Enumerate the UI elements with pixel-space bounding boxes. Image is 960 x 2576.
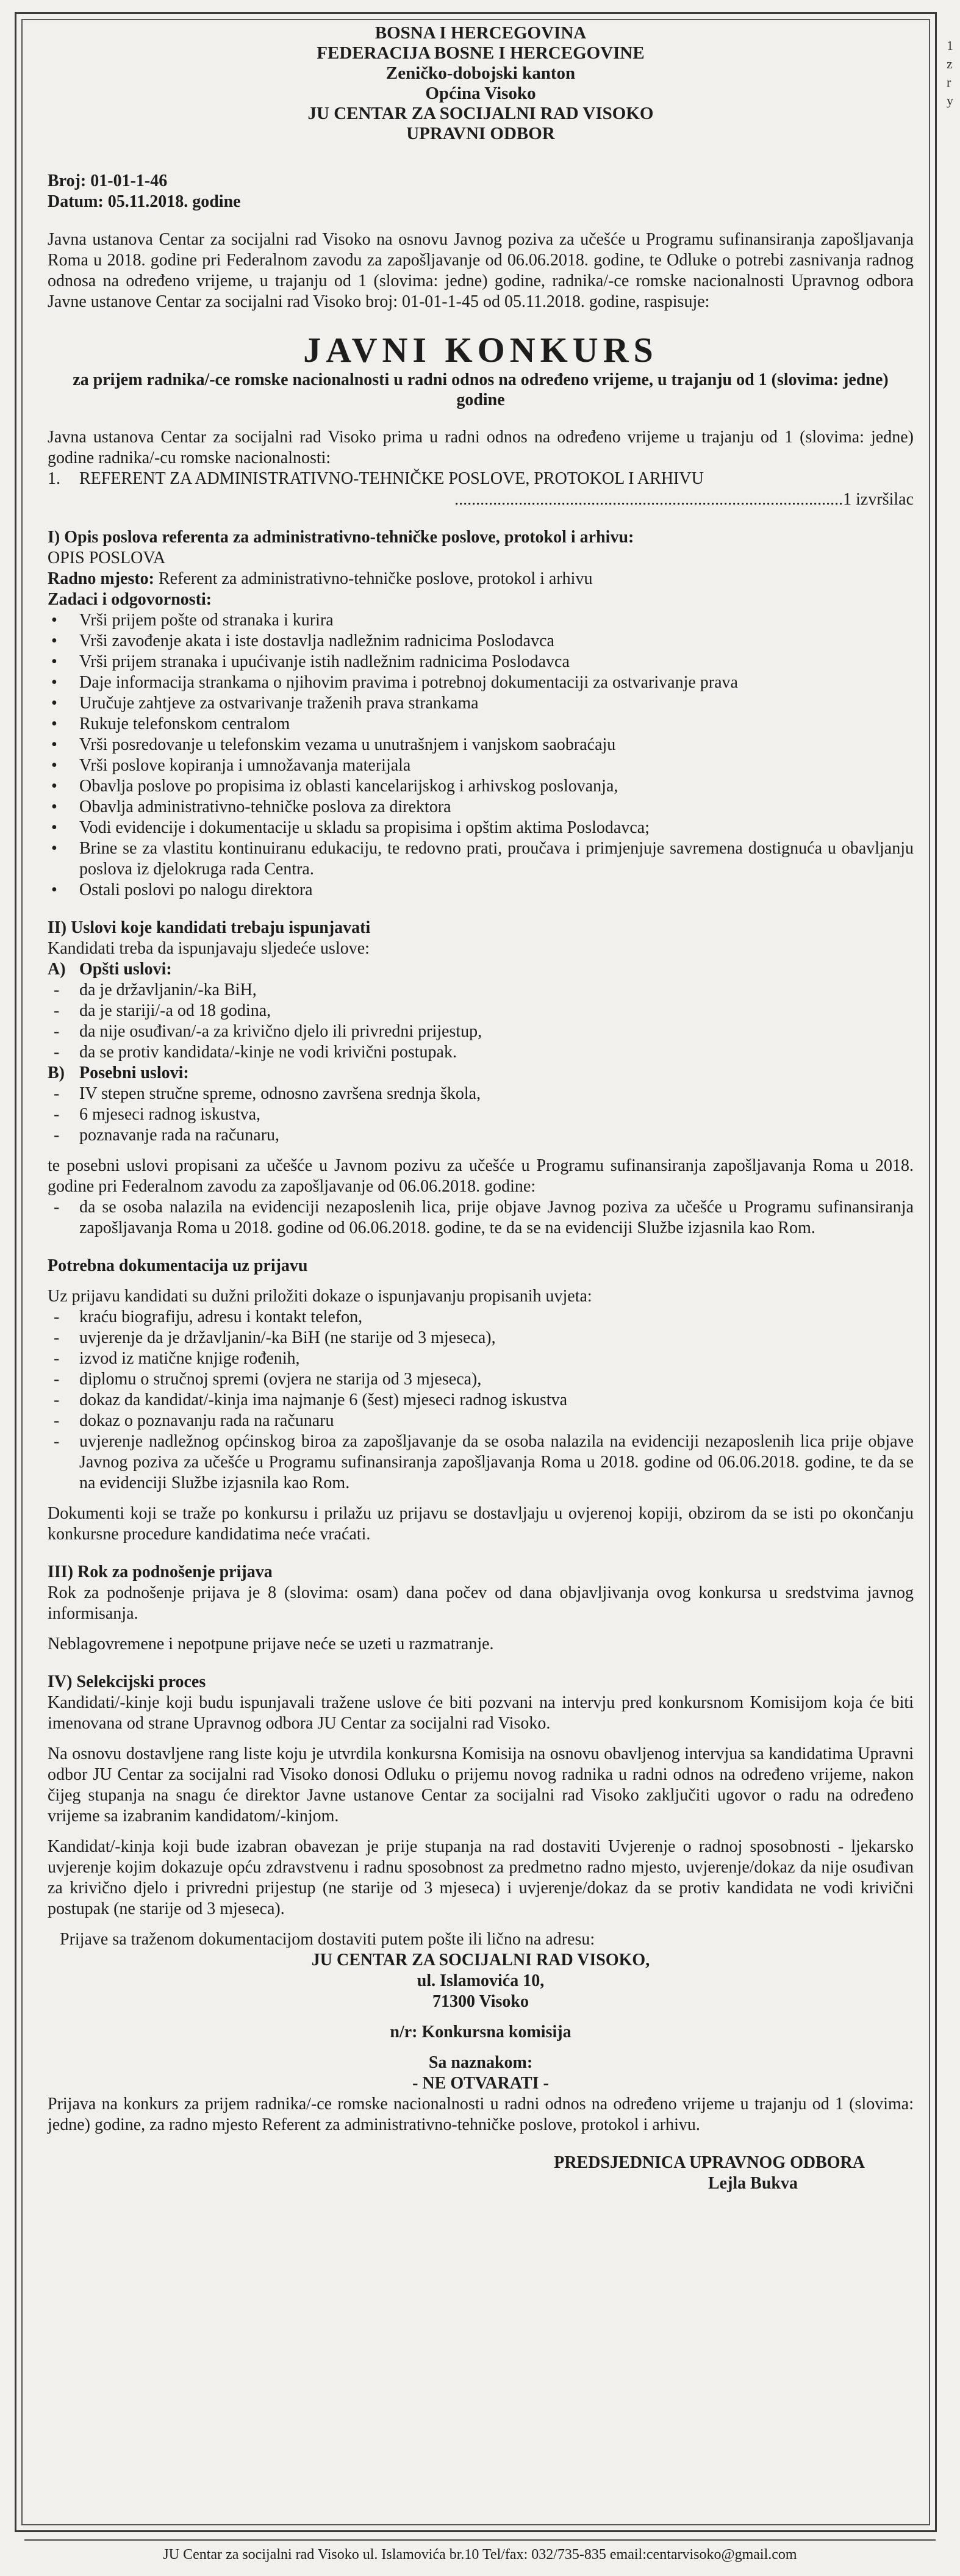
duties-label: Zadaci i odgovornosti: bbox=[48, 590, 212, 609]
list-item: • Vrši poslove kopiranja i umnožavanja materijala bbox=[48, 755, 914, 776]
position-row bbox=[48, 469, 914, 489]
side-letter: z bbox=[947, 56, 953, 71]
special-conditions-heading bbox=[48, 1063, 914, 1084]
program-conditions-note: te posebni uslovi propisani za učešće u Javnom pozivu za učešće u Programu sufinansiranja zapošljavanja Roma u 2018. godine pri Federalnom zavodu za zapošljavanje od 06.06.2018. godine: bbox=[48, 1156, 914, 1196]
deadline-text: Rok za podnošenje prijava je 8 (slovima: osam) dana počev od dana objavljivanja ovog konkursa u sredstvima javnog informisanja. bbox=[48, 1583, 914, 1623]
address-marking-label: Sa naznakom: bbox=[428, 2053, 533, 2072]
list-item: • Vodi evidencije i dokumentacije u skladu sa propisima i opštim aktima Poslodavca; bbox=[48, 818, 914, 838]
list-item: • Daje informacija strankama o njihovim pravima i potrebnoj dokumentaciji za ostvarivanje prava bbox=[48, 672, 914, 693]
reference-number: Broj: 01-01-1-46 bbox=[48, 171, 168, 190]
list-item: - uvjerenje nadležnog općinskog biroa za zapošljavanje da se osoba nalazila na evidenciji nezaposlenih lica prije objave Javnog poziva za učešće u Programu sufinansiranja zapošljavanja Roma u 2018. godine od 06.06.2018. godine, te da se na evidenciji Službe izjasnila kao Rom. bbox=[48, 1431, 914, 1494]
notice-title: JAVNI KONKURS bbox=[303, 330, 658, 370]
general-conditions-title: Opšti uslovi: bbox=[79, 960, 172, 979]
documents-list bbox=[48, 1307, 914, 1494]
duties-list bbox=[48, 610, 914, 901]
address-attention: n/r: Konkursna komisija bbox=[390, 2023, 571, 2042]
list-item: - dokaz da kandidat/-kinja ima najmanje 6 (šest) mjeseci radnog iskustva bbox=[48, 1390, 914, 1411]
general-conditions-list bbox=[48, 980, 914, 1063]
special-conditions-title: Posebni uslovi: bbox=[79, 1063, 189, 1082]
header-line-country: BOSNA I HERCEGOVINA bbox=[374, 23, 587, 43]
list-item: - da se osoba nalazila na evidenciji nezaposlenih lica, prije objave Javnog poziva za učešće u Programu sufinansiranja zapošljavanja Roma u 2018. godine od 06.06.2018. godine, te da se na evidenciji Službe izjasnila kao Rom. bbox=[48, 1197, 914, 1239]
section-4-heading: IV) Selekcijski proces bbox=[48, 1672, 206, 1691]
program-conditions-list bbox=[48, 1197, 914, 1239]
adjacent-column-fragment bbox=[947, 37, 960, 110]
list-item: • Vrši posredovanje u telefonskim vezama u unutrašnjem i vanjskom saobraćaju bbox=[48, 735, 914, 755]
list-item: • Ostali poslovi po nalogu direktora bbox=[48, 880, 914, 901]
list-item: - da je državljanin/-ka BiH, bbox=[48, 980, 914, 1001]
list-item: • Obavlja poslove po propisima iz oblasti kancelarijskog i arhivskog poslovanja, bbox=[48, 776, 914, 797]
header-line-municipality: Općina Visoko bbox=[425, 84, 536, 103]
section-3-heading: III) Rok za podnošenje prijava bbox=[48, 1563, 273, 1581]
side-letter: 1 bbox=[947, 38, 953, 53]
notice-subtitle: za prijem radnika/-ce romske nacionalnosti u radni odnos na određeno vrijeme, u trajanju od 1 (slovima: jedne) godine bbox=[73, 370, 889, 409]
header-line-federation: FEDERACIJA BOSNE I HERCEGOVINE bbox=[317, 43, 645, 63]
header-line-canton: Zeničko-dobojski kanton bbox=[385, 63, 576, 83]
conditions-lead: Kandidati treba da ispunjavaju sljedeće uslove: bbox=[48, 939, 370, 958]
workplace-line bbox=[48, 569, 914, 589]
list-item: • Rukuje telefonskom centralom bbox=[48, 714, 914, 735]
list-item: • Uručuje zahtjeve za ostvarivanje traženih prava strankama bbox=[48, 693, 914, 714]
list-item: - poznavanje rada na računaru, bbox=[48, 1125, 914, 1146]
header-line-board: UPRAVNI ODBOR bbox=[406, 124, 555, 143]
list-item: - 6 mjeseci radnog iskustva, bbox=[48, 1104, 914, 1125]
list-item: • Vrši prijem pošte od stranaka i kurira bbox=[48, 610, 914, 631]
section-2-heading: II) Uslovi koje kandidati trebaju ispunjavati bbox=[48, 918, 371, 937]
job-description-label: OPIS POSLOVA bbox=[48, 549, 166, 567]
list-item: - uvjerenje da je državljanin/-ka BiH (ne starije od 3 mjeseca), bbox=[48, 1328, 914, 1348]
list-item: • Vrši prijem stranaka i upućivanje istih nadležnim radnicima Poslodavca bbox=[48, 652, 914, 672]
list-item: - izvod iz matične knjige rođenih, bbox=[48, 1348, 914, 1369]
selection-paragraph-2: Na osnovu dostavljene rang liste koju je utvrdila konkursna Komisija na osnovu obavljenog intervjua sa kandidatima Upravni odbor JU Centar za socijalni rad Visoko donosi Odluku o prijemu novog radnika u radni odnos na određeno vrijeme, nakon čijeg stupanja na snagu će direktor Javne ustanove Centar za socijalni rad Visoko zaključiti ugovor o radu na određeno vrijeme sa izabranim kandidatom/-kinjom. bbox=[48, 1744, 914, 1826]
address-lead: Prijave sa traženom dokumentacijom dostaviti putem pošte ili lično na adresu: bbox=[60, 1930, 595, 1949]
announce-paragraph: Javna ustanova Centar za socijalni rad Visoko prima u radni odnos na određeno vrijeme u trajanju od 1 (slovima: jedne) godine radnika/-cu romske nacionalnosti: bbox=[48, 428, 914, 467]
workplace-value: Referent za administrativno-tehničke poslove, protokol i arhivu bbox=[154, 569, 593, 588]
position-name: REFERENT ZA ADMINISTRATIVNO-TEHNIČKE POSLOVE, PROTOKOL I ARHIVU bbox=[79, 469, 704, 488]
footer-divider bbox=[24, 2539, 936, 2541]
footer-contact: JU Centar za socijalni rad Visoko ul. Islamovića br.10 Tel/fax: 032/735-835 email:centarvisoko@gmail.com bbox=[163, 2547, 797, 2563]
selection-paragraph-1: Kandidati/-kinje koji budu ispunjavali tražene uslove će biti pozvani na intervju pred konkursnom Komisijom koja će biti imenovana od strane Upravnog odbora JU Centar za socijalni rad Visoko. bbox=[48, 1693, 914, 1733]
list-item: - da je stariji/-a od 18 godina, bbox=[48, 1001, 914, 1021]
list-item: - diplomu o stručnoj spremi (ovjera ne starija od 3 mjeseca), bbox=[48, 1369, 914, 1390]
list-item: - dokaz o poznavanju rada na računaru bbox=[48, 1411, 914, 1431]
special-conditions-list bbox=[48, 1084, 914, 1146]
list-item: - da se protiv kandidata/-kinje ne vodi krivični postupak. bbox=[48, 1042, 914, 1063]
address-institution: JU CENTAR ZA SOCIJALNI RAD VISOKO, bbox=[311, 1951, 650, 1970]
list-item: • Obavlja administrativno-tehničke poslova za direktora bbox=[48, 797, 914, 818]
header-line-institution: JU CENTAR ZA SOCIJALNI RAD VISOKO bbox=[307, 104, 654, 123]
list-item: - da nije osuđivan/-a za krivično djelo ili privredni prijestup, bbox=[48, 1021, 914, 1042]
signature-title: PREDSJEDNICA UPRAVNOG ODBORA bbox=[554, 2153, 865, 2172]
section-1-heading: I) Opis poslova referenta za administrativno-tehničke poslove, protokol i arhivu: bbox=[48, 528, 634, 547]
position-count: ...........................................................................................1 izvršilac bbox=[454, 490, 914, 509]
list-item: • Brine se za vlastitu kontinuiranu edukaciju, te redovno prati, proučava i primjenjuje savremena dostignuća u obavljanju poslova iz djelokruga rada Centra. bbox=[48, 838, 914, 880]
position-number: 1. bbox=[48, 469, 60, 488]
institution-header bbox=[48, 23, 914, 144]
special-conditions-letter: B) bbox=[48, 1063, 65, 1082]
envelope-note: Prijava na konkurs za prijem radnika/-ce romske nacionalnosti u radni odnos na određeno vrijeme u trajanju od 1 (slovima: jedne) godine, za radno mjesto Referent za administrativno-tehničke poslove, protokol i arhivu. bbox=[48, 2095, 914, 2134]
documents-heading: Potrebna dokumentacija uz prijavu bbox=[48, 1256, 308, 1275]
side-letter: y bbox=[947, 93, 953, 108]
documents-note: Dokumenti koji se traže po konkursu i prilažu uz prijavu se dostavljaju u ovjerenoj kopiji, obzirom da se isti po okončanju konkursne procedure kandidatima neće vraćati. bbox=[48, 1504, 914, 1544]
selection-paragraph-3: Kandidat/-kinja koji bude izabran obavezan je prije stupanja na rad dostaviti Uvjerenje o radnoj sposobnosti - ljekarsko uvjerenje kojim dokazuje opću zdravstvenu i radnu sposobnost za predmetno radno mjesto, uvjerenje/dokaz da nije osuđivan za krivično djelo i privredni prijestup (ne starije od 3 mjeseca) i uvjerenje/dokaz da se protiv kandidata ne vodi krivični postupak (ne starije od 3 mjeseca). bbox=[48, 1837, 914, 1918]
list-item: • Vrši zavođenje akata i iste dostavlja nadležnim radnicima Poslodavca bbox=[48, 631, 914, 652]
workplace-label: Radno mjesto: bbox=[48, 569, 154, 588]
general-conditions-heading bbox=[48, 959, 914, 980]
address-city: 71300 Visoko bbox=[432, 1992, 529, 2011]
notice-content bbox=[48, 23, 914, 2194]
reference-date: Datum: 05.11.2018. godine bbox=[48, 192, 241, 211]
list-item: - kraću biografiju, adresu i kontakt telefon, bbox=[48, 1307, 914, 1328]
signature-name: Lejla Bukva bbox=[707, 2174, 798, 2193]
list-item: - IV stepen stručne spreme, odnosno završena srednja škola, bbox=[48, 1084, 914, 1104]
address-street: ul. Islamovića 10, bbox=[417, 1971, 545, 1990]
deadline-note: Neblagovremene i nepotpune prijave neće se uzeti u razmatranje. bbox=[48, 1635, 494, 1653]
documents-lead: Uz prijavu kandidati su dužni priložiti dokaze o ispunjavanju propisanih uvjeta: bbox=[48, 1287, 592, 1306]
intro-paragraph: Javna ustanova Centar za socijalni rad Visoko na osnovu Javnog poziva za učešće u Programu sufinansiranja zapošljavanja Roma u 2018. godine pri Federalnom zavodu za zapošljavanje od 06.06.2018. godine, te Odluke o potrebi zasnivanja radnog odnosa na određeno vrijeme, u trajanju od 1 (slovima: jedne) godine, radnika/-ce romske nacionalnosti Upravnog odbora Javne ustanove Centar za socijalni rad Visoko broj: 01-01-1-45 od 05.11.2018. godine, raspisuje: bbox=[48, 230, 914, 311]
side-letter: r bbox=[947, 74, 951, 90]
general-conditions-letter: A) bbox=[48, 960, 66, 979]
address-do-not-open: - NE OTVARATI - bbox=[412, 2074, 549, 2093]
